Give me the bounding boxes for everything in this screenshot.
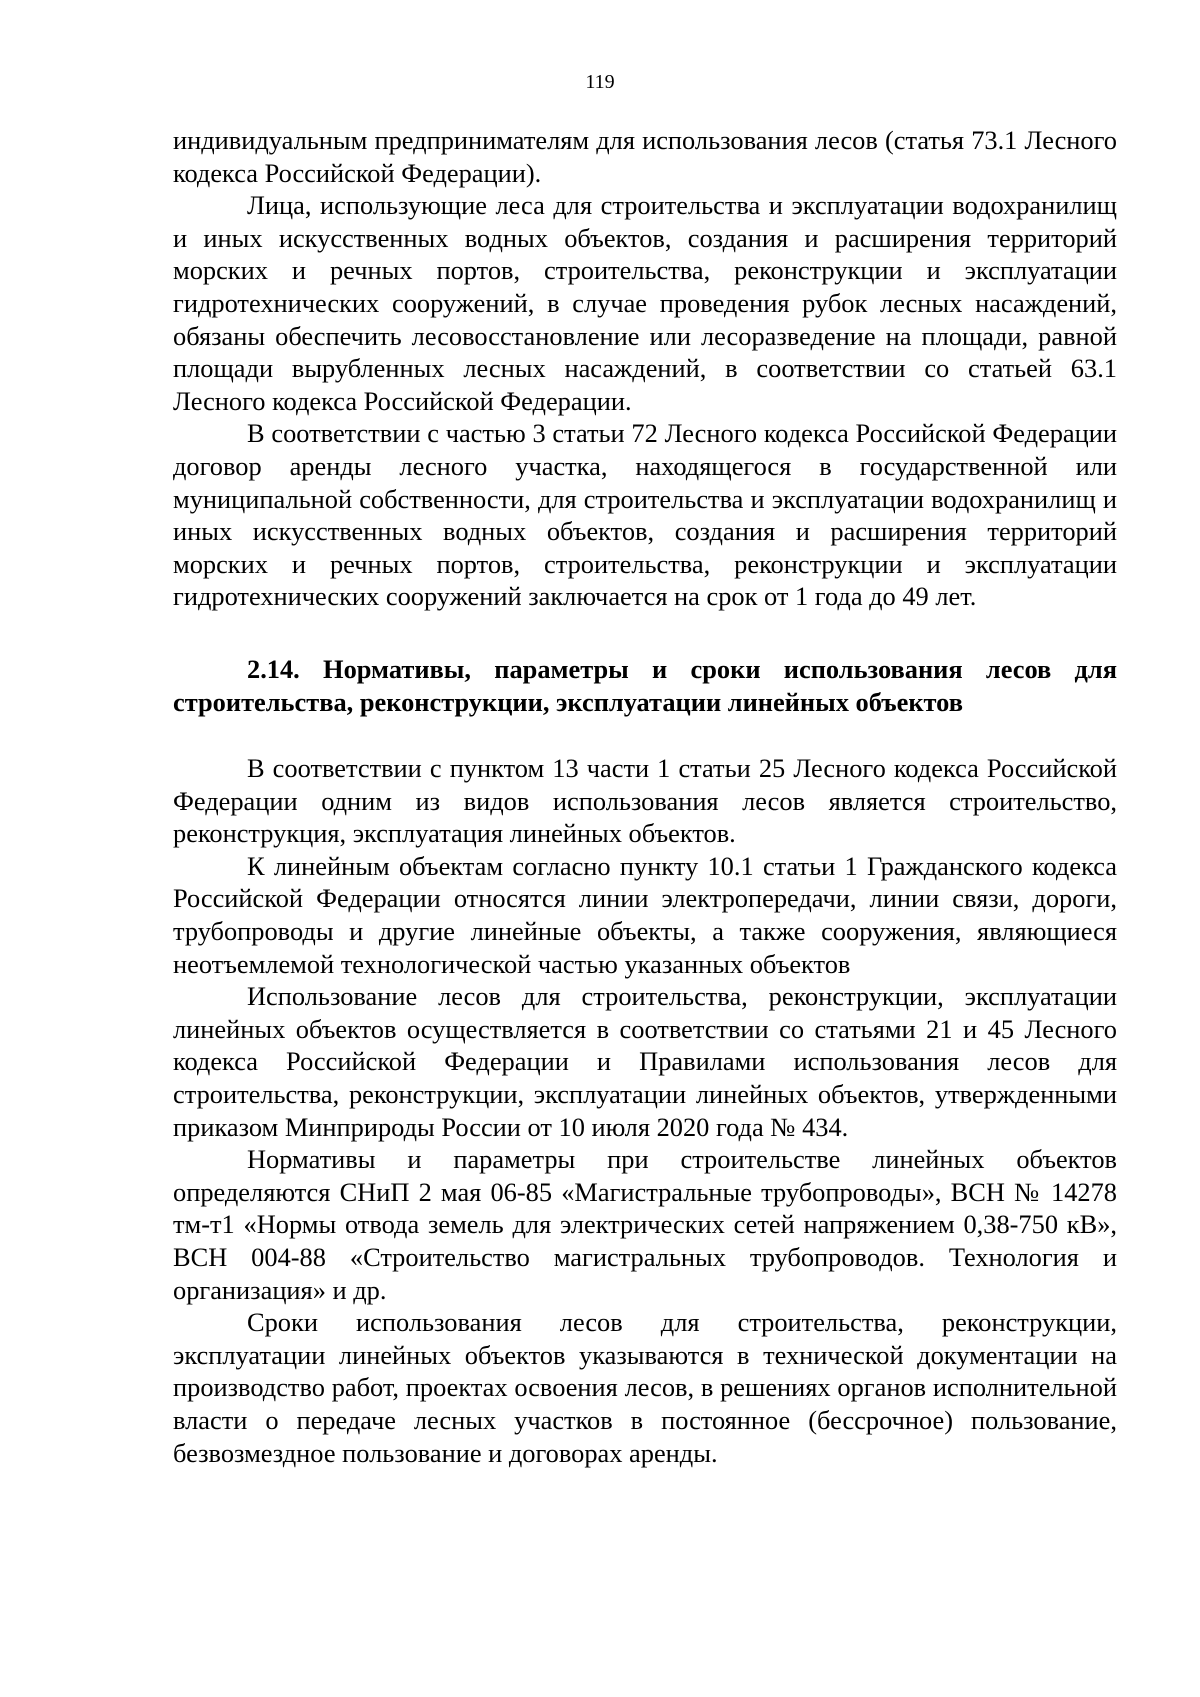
- paragraph-linear-objects-use: В соответствии с пунктом 13 части 1 статьи 25 Лесного кодекса Российской Федерации одним из видов использования лесов является строительство, реконструкция, эксплуатация линейных объектов.: [173, 753, 1117, 849]
- document-body: [173, 124, 1117, 1469]
- page-number: 119: [585, 71, 615, 93]
- paragraph-lease-term: В соответствии с частью 3 статьи 72 Лесного кодекса Российской Федерации договор аренды лесного участка, находящегося в государственной или муниципальной собственности, для строительства и эксплуатации водохранилищ и иных искусственных водных объектов, создания и расширения территорий морских и речных портов, строительства, реконструкции и эксплуатации гидротехнических сооружений заключается на срок от 1 года до 49 лет.: [173, 418, 1117, 612]
- paragraph-norms-parameters: Нормативы и параметры при строительстве линейных объектов определяются СНиП 2 мая 06-85 «Магистральные трубопроводы», ВСН № 14278 тм-т1 «Нормы отвода земель для электрических сетей напряжением 0,38-750 кВ», ВСН 004-88 «Строительство магистральных трубопроводов. Технология и организация» и др.: [173, 1144, 1117, 1305]
- paragraph-terms-of-use: Сроки использования лесов для строительства, реконструкции, эксплуатации линейных объектов указываются в технической документации на производство работ, проектах освоения лесов, в решениях органов исполнительной власти о передаче лесных участков в постоянное (бессрочное) пользование, безвозмездное пользование и договорах аренды.: [173, 1307, 1117, 1468]
- paragraph-continuation: индивидуальным предпринимателям для использования лесов (статья 73.1 Лесного кодекса Российской Федерации).: [173, 125, 1117, 188]
- paragraph-rules-of-use: Использование лесов для строительства, реконструкции, эксплуатации линейных объектов осуществляется в соответствии со статьями 21 и 45 Лесного кодекса Российской Федерации и Правилами использования лесов для строительства, реконструкции, эксплуатации линейных объектов, утвержденными приказом Минприроды России от 10 июля 2020 года № 434.: [173, 981, 1117, 1142]
- paragraph-linear-objects-definition: К линейным объектам согласно пункту 10.1 статьи 1 Гражданского кодекса Российской Федерации относятся линии электропередачи, линии связи, дороги, трубопроводы и другие линейные объекты, а также сооружения, являющиеся неотъемлемой технологической частью указанных объектов: [173, 850, 1117, 979]
- paragraph-forest-use-hydro: Лица, использующие леса для строительства и эксплуатации водохранилищ и иных искусственных водных объектов, создания и расширения территорий морских и речных портов, строительства, реконструкции и эксплуатации гидротехнических сооружений, в случае проведения рубок лесных насаждений, обязаны обеспечить лесовосстановление или лесоразведение на площади, равной площади вырубленных лесных насаждений, в соответствии со статьей 63.1 Лесного кодекса Российской Федерации.: [173, 190, 1117, 416]
- section-heading: 2.14. Нормативы, параметры и сроки использования лесов для строительства, реконструкции, эксплуатации линейных объектов: [173, 653, 1117, 717]
